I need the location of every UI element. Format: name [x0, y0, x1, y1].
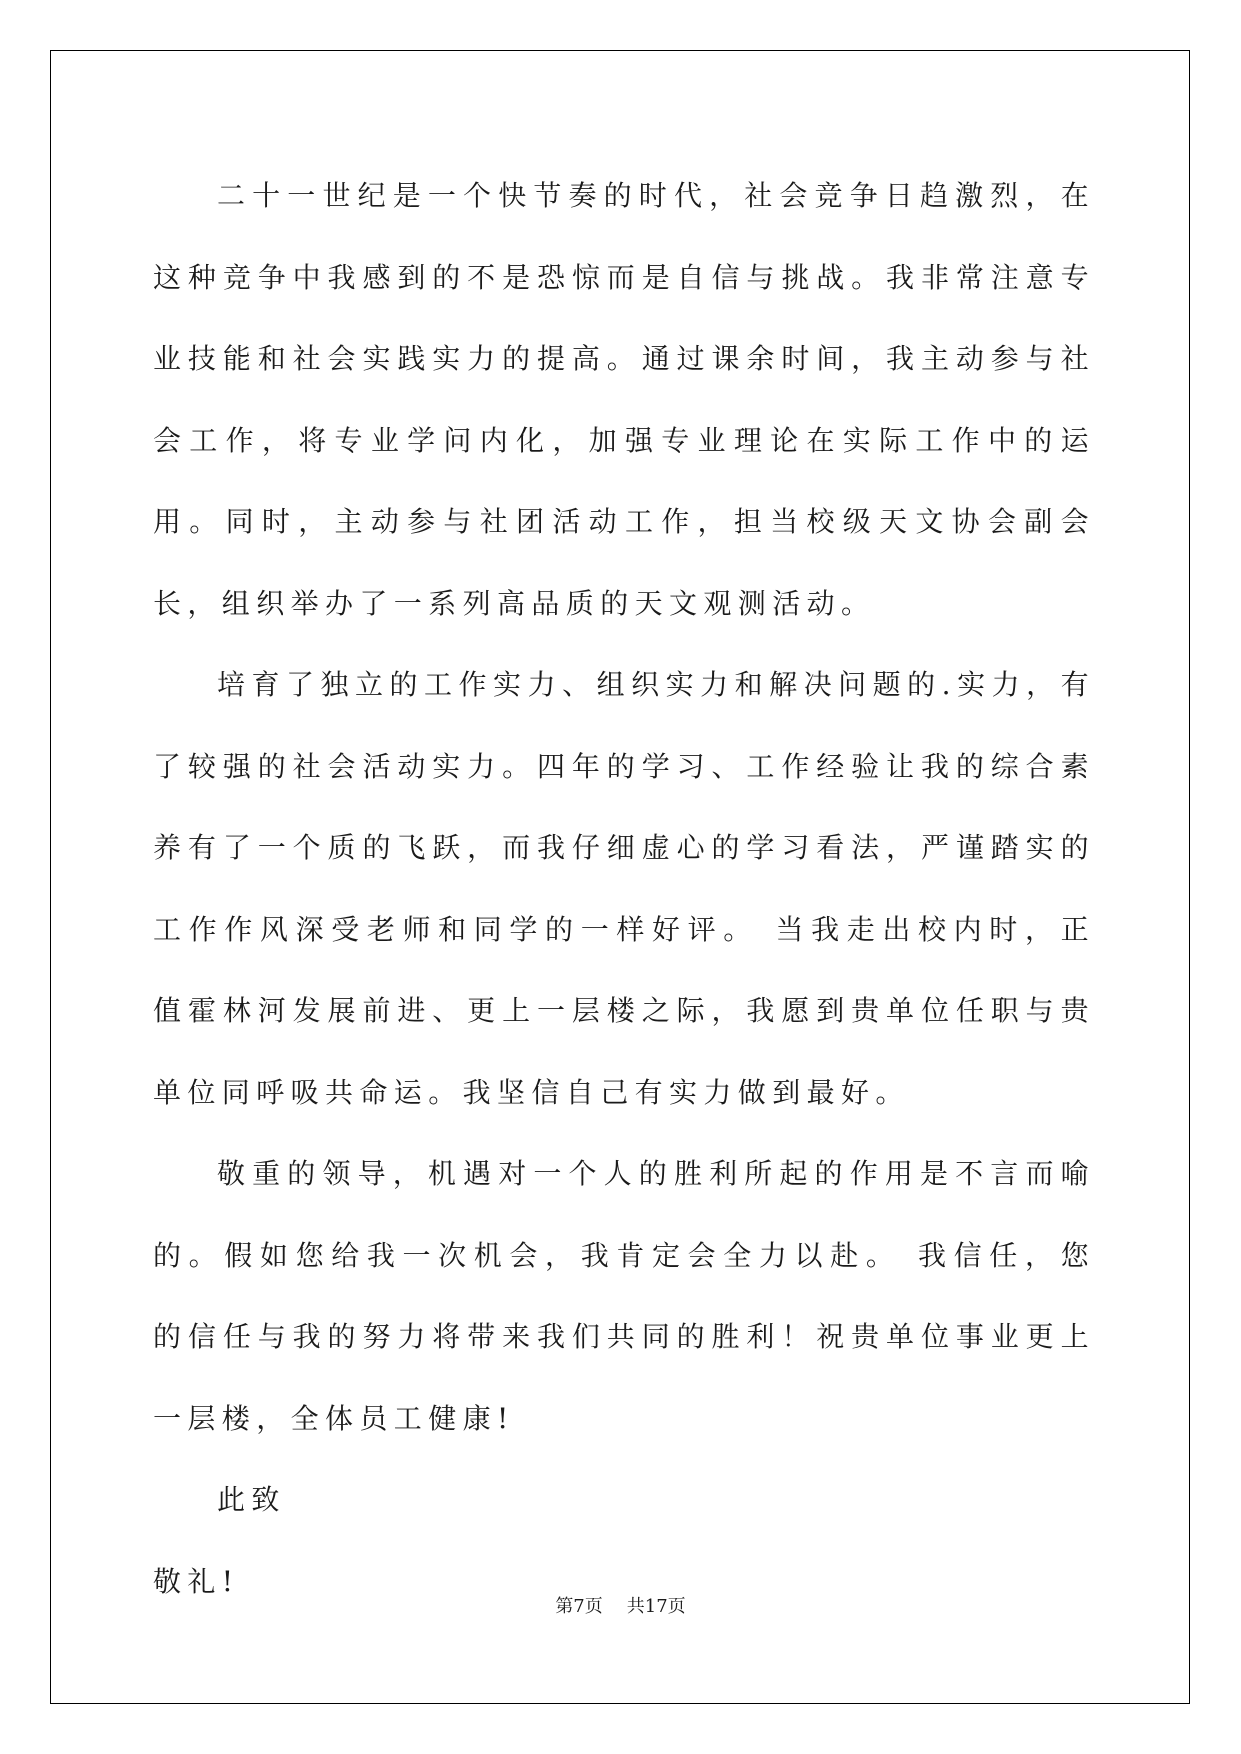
closing-line: 此致	[217, 1483, 286, 1516]
paragraph-1: 二十一世纪是一个快节奏的时代，社会竞争日趋激烈，在这种竞争中我感到的不是恐惊而是自信与挑战。我非常注意专业技能和社会实践实力的提高。通过课余时间，我主动参与社会工作，将专业学问内化，加强专业理论在实际工作中的运用。同时，主动参与社团活动工作，担当校级天文协会副会长，组织举办了一系列高品质的天文观测活动。	[153, 179, 1095, 620]
page-number: 第7页	[555, 1596, 603, 1617]
page-footer	[0, 1592, 1241, 1618]
paragraph-3: 敬重的领导，机遇对一个人的胜利所起的作用是不言而喻的。假如您给我一次机会，我肯定会全力以赴。 我信任，您的信任与我的努力将带来我们共同的胜利！祝贵单位事业更上一层楼，全体员工健康!	[153, 1157, 1095, 1435]
paragraph-2: 培育了独立的工作实力、组织实力和解决问题的.实力，有了较强的社会活动实力。四年的学习、工作经验让我的综合素养有了一个质的飞跃，而我仔细虚心的学习看法，严谨踏实的工作作风深受老师和同学的一样好评。 当我走出校内时，正值霍林河发展前进、更上一层楼之际，我愿到贵单位任职与贵单位同呼吸共命运。我坚信自己有实力做到最好。	[153, 668, 1095, 1109]
letter-body	[153, 155, 1095, 1622]
page-total: 共17页	[626, 1596, 686, 1617]
salutation-line: 敬礼!	[153, 1564, 240, 1598]
